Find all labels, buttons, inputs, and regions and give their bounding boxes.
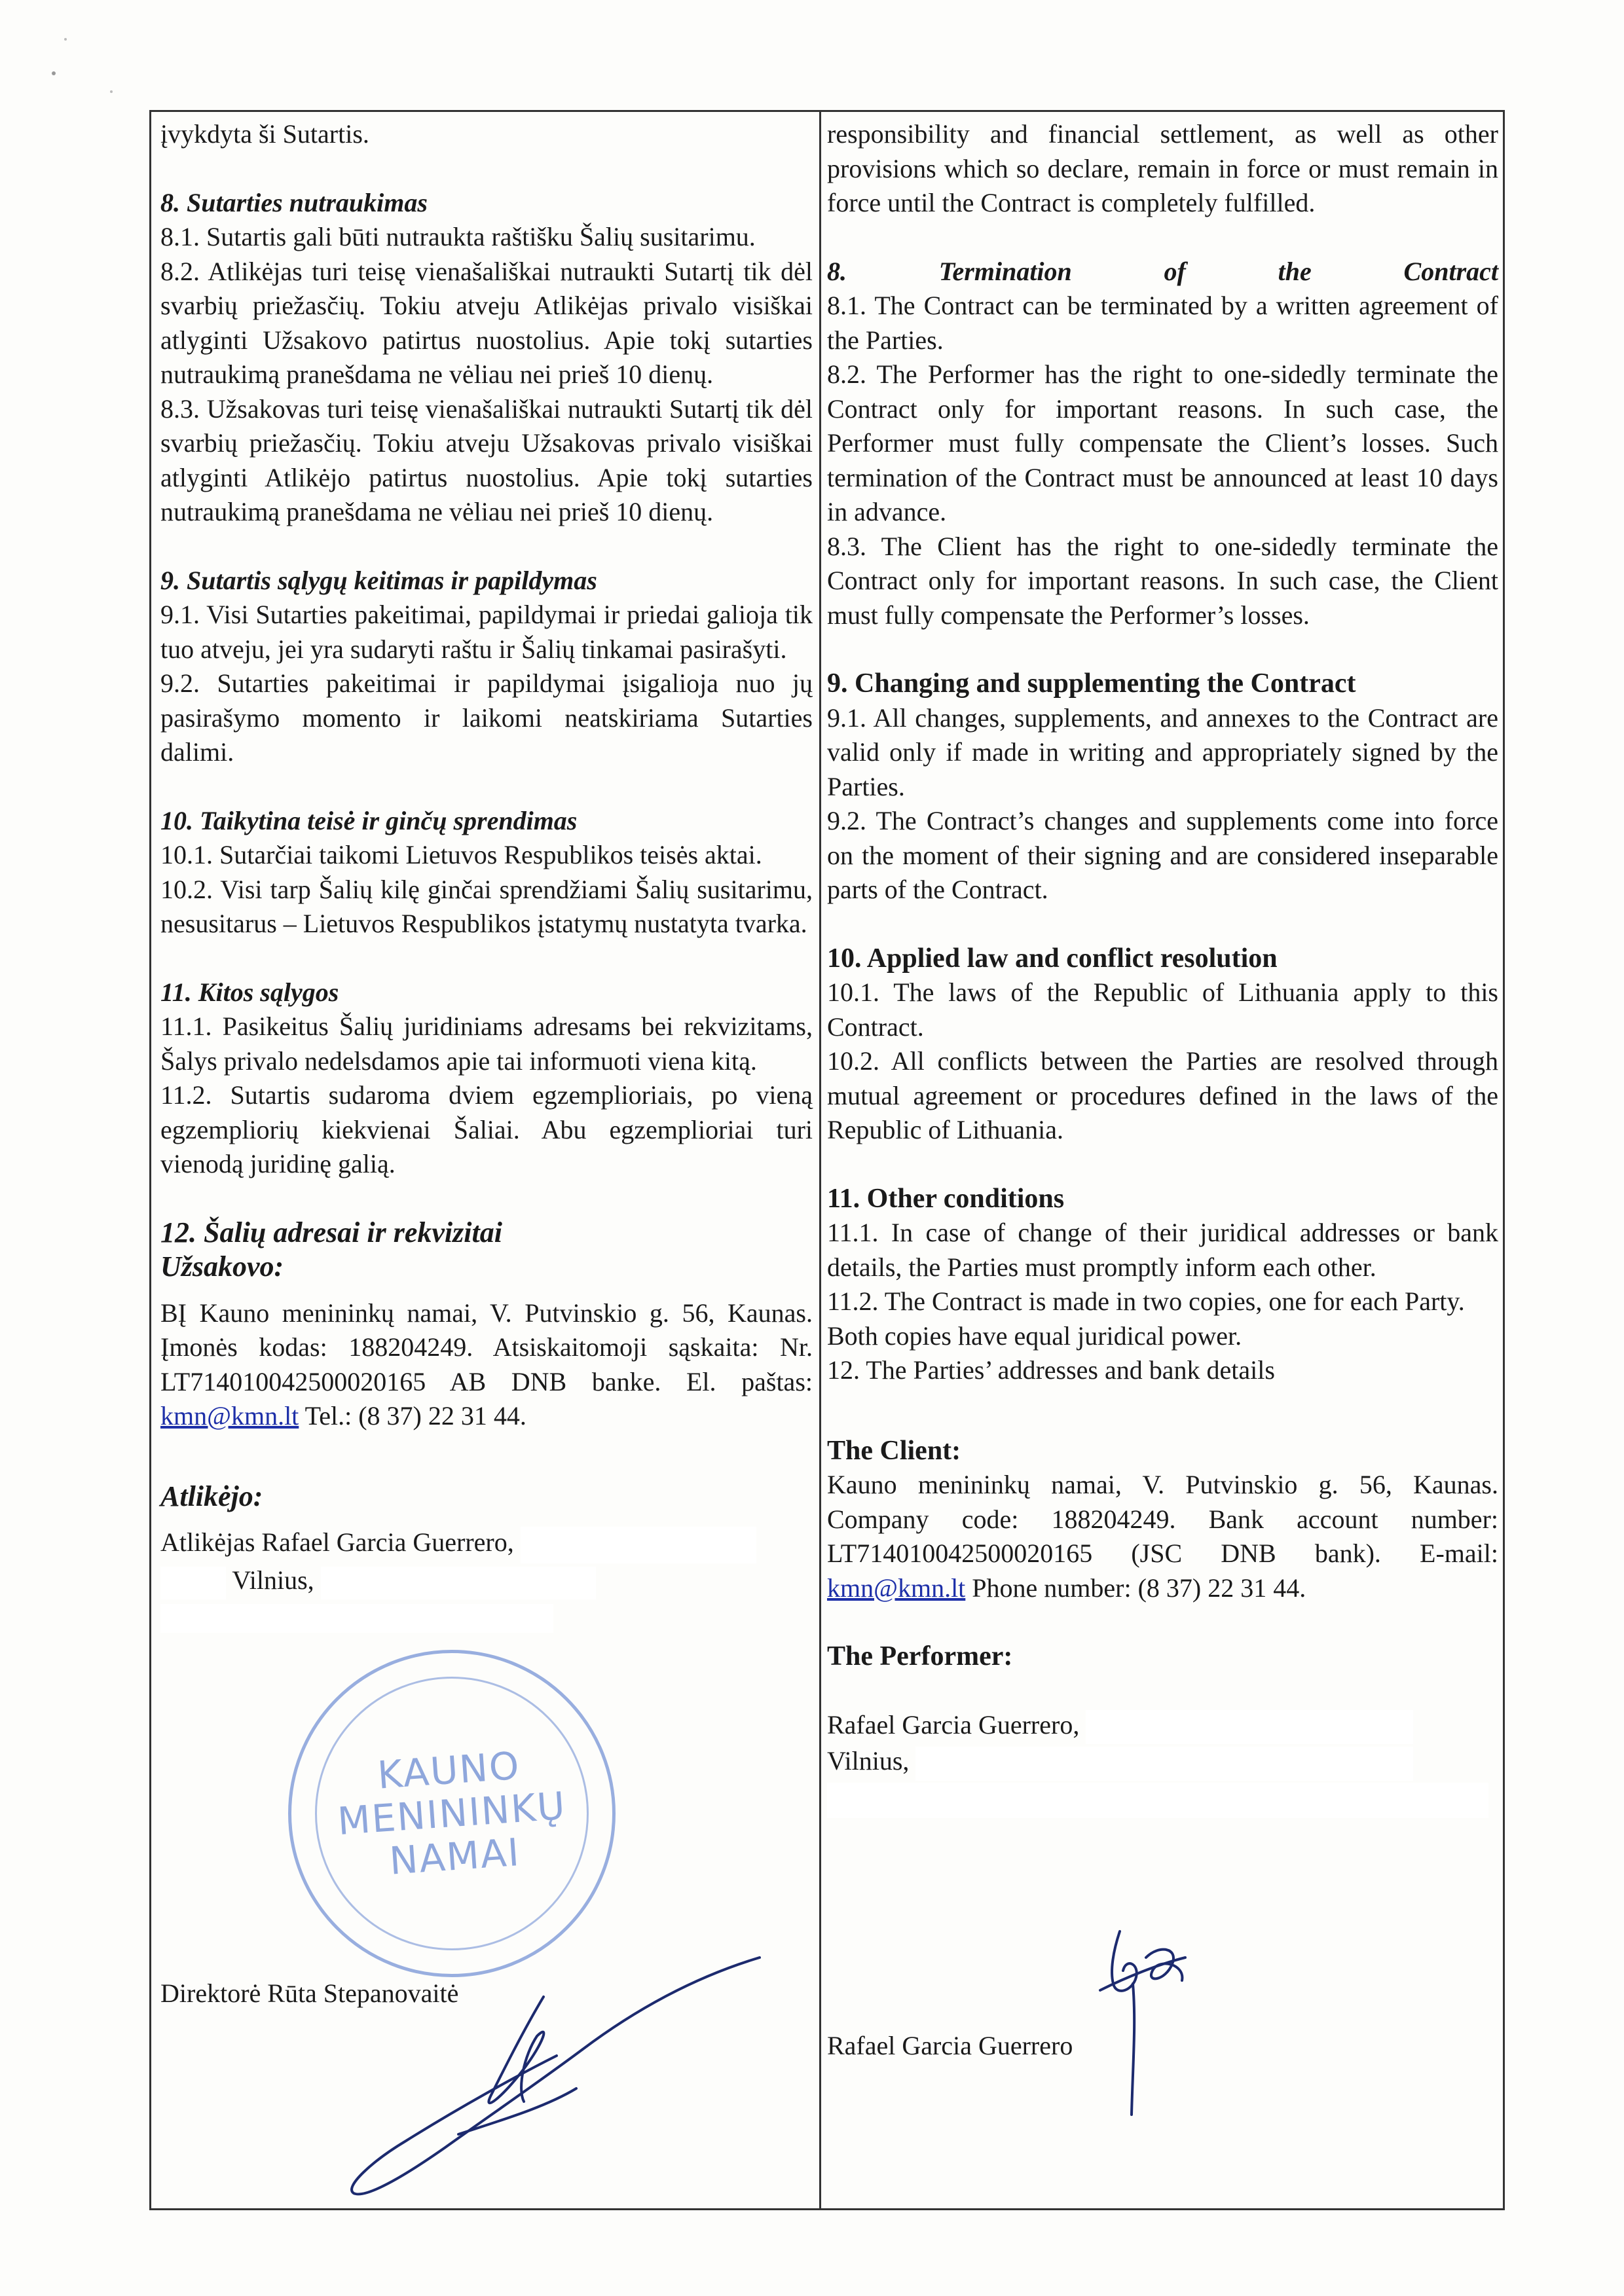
performer-signature [1074, 1918, 1218, 2128]
performer-line-3 [827, 1781, 1498, 1818]
performer-line-2 [160, 1563, 813, 1599]
clause-9-2: 9.2. The Contract’s changes and supplements come into force on the moment of their signing and are considered inseparable parts of the Contract. [827, 806, 1498, 904]
english-column [822, 112, 1505, 2208]
redaction-box [321, 1567, 596, 1599]
performer-label: The Performer: [827, 1641, 1013, 1671]
client-label: Užsakovo: [160, 1250, 284, 1283]
director-signature [327, 1938, 786, 2213]
performer-name: Atlikėjas Rafael Garcia Guerrero, [160, 1527, 514, 1557]
clause-11-1: 11.1. Pasikeitus Šalių juridiniams adresams bei rekvizitams, Šalys privalo nedelsdamos apie tai informuoti viena kitą. [160, 1011, 813, 1076]
performer-line-1 [827, 1708, 1498, 1745]
section-8-title: 8. Sutarties nutraukimas [160, 187, 428, 217]
redaction-box [160, 1567, 226, 1599]
section-9-title: 9. Changing and supplementing the Contract [827, 668, 1356, 699]
clause-10-2: 10.2. Visi tarp Šalių kilę ginčai sprendžiami Šalių susitarimu, nesusitarus – Lietuvos Respublikos įstatymų nustatyta tvarka. [160, 874, 813, 938]
section-8-title: 8. Termination of the Contract [827, 256, 1498, 286]
redaction-box [160, 1604, 553, 1633]
client-phone: Tel.: (8 37) 22 31 44. [304, 1401, 526, 1430]
performer-line-1 [160, 1525, 813, 1563]
client-details-text: BĮ Kauno menininkų namai, V. Putvinskio g. 56, Kaunas. Įmonės kodas: 188204249. Atsiskaitomoji sąskaita: Nr. LT714010042500020165 AB DNB banke. El. paštas: [160, 1298, 813, 1396]
redaction-box [915, 1747, 1413, 1781]
client-email-link[interactable]: kmn@kmn.lt [827, 1573, 966, 1603]
client-details [160, 1296, 813, 1434]
client-details-text: Kauno menininkų namai, V. Putvinskio g. 56, Kaunas. Company code: 188204249. Bank account number: LT714010042500020165 (JSC DNB bank). E-mail: [827, 1470, 1498, 1568]
section-12-title: 12. Šalių adresai ir rekvizitai [160, 1216, 502, 1248]
intro-text: įvykdyta ši Sutartis. [160, 119, 369, 149]
client-phone: Phone number: (8 37) 22 31 44. [972, 1573, 1306, 1603]
section-10-title: 10. Taikytina teisė ir ginčų sprendimas [160, 805, 578, 835]
scan-speck-marks [39, 26, 131, 124]
performer-city: Vilnius, [827, 1746, 910, 1776]
performer-label: Atlikėjo: [160, 1480, 263, 1512]
section-9-title: 9. Sutartis sąlygų keitimas ir papildymas [160, 565, 597, 595]
clause-8-1: 8.1. Sutartis gali būti nutraukta raštišku Šalių susitarimu. [160, 222, 756, 251]
clause-10-1: 10.1. The laws of the Republic of Lithuania apply to this Contract. [827, 977, 1498, 1042]
director-signature-line: Direktorė Rūta Stepanovaitė [160, 1978, 459, 2008]
clause-8-1: 8.1. The Contract can be terminated by a written agreement of the Parties. [827, 291, 1498, 355]
section-11-title: 11. Other conditions [827, 1183, 1065, 1214]
performer-name: Rafael Garcia Guerrero, [827, 1709, 1080, 1740]
clause-11-2: 11.2. Sutartis sudaroma dviem egzemplioriais, po vieną egzempliorių kiekvienai Šaliai. Abu egzemplioriai turi vienodą juridinę galią. [160, 1080, 813, 1178]
performer-signatory-name: Rafael Garcia Guerrero [827, 2031, 1073, 2060]
clause-9-1: 9.1. Visi Sutarties pakeitimai, papildymai ir priedai galioja tik tuo atveju, jei yra sudaryti raštu ir Šalių tinkamai pasirašyti. [160, 600, 813, 664]
section-12-title: 12. The Parties’ addresses and bank details [827, 1355, 1275, 1385]
performer-line-2 [827, 1744, 1498, 1781]
organization-stamp [288, 1650, 616, 1977]
client-email-link[interactable]: kmn@kmn.lt [160, 1401, 299, 1430]
clause-8-2: 8.2. The Performer has the right to one-sidedly terminate the Contract only for important reasons. In such case, the Performer must fully compensate the Client’s losses. Such termination of the Contract must be announced at least 10 days in advance. [827, 359, 1498, 526]
client-details [827, 1468, 1498, 1605]
clause-8-2: 8.2. Atlikėjas turi teisę vienašališkai nutraukti Sutartį tik dėl svarbių priežasčių. Tokiu atveju Atlikėjas privalo visiškai atlyginti Užsakovo patirtus nuostolius. Apie tokį sutarties nutraukimą pranešdama ne vėliau nei prieš 10 dienų. [160, 256, 813, 389]
client-label: The Client: [827, 1435, 961, 1466]
clause-11-2: 11.2. The Contract is made in two copies, one for each Party. Both copies have equal juridical power. [827, 1286, 1465, 1351]
clause-9-2: 9.2. Sutarties pakeitimai ir papildymai įsigalioja nuo jų pasirašymo momento ir laikomi neatskiriama Sutarties dalimi. [160, 668, 813, 767]
stamp-text: KAUNO MENININKŲ NAMAI [336, 1743, 568, 1884]
clause-10-2: 10.2. All conflicts between the Parties are resolved through mutual agreement or procedures defined in the laws of the Republic of Lithuania. [827, 1046, 1498, 1144]
intro-text: responsibility and financial settlement, as well as other provisions which so declare, remain in force or must remain in force until the Contract is completely fulfilled. [827, 119, 1498, 217]
redaction-box [1086, 1710, 1413, 1744]
redaction-box [521, 1527, 756, 1563]
performer-city: Vilnius, [232, 1565, 314, 1595]
performer-line-3 [160, 1599, 813, 1634]
redaction-box [827, 1783, 1488, 1818]
clause-10-1: 10.1. Sutarčiai taikomi Lietuvos Respublikos teisės aktai. [160, 840, 762, 869]
clause-11-1: 11.1. In case of change of their juridical addresses or bank details, the Parties must promptly inform each other. [827, 1218, 1498, 1282]
section-11-title: 11. Kitos sąlygos [160, 977, 339, 1007]
section-10-title: 10. Applied law and conflict resolution [827, 943, 1278, 974]
clause-8-3: 8.3. Užsakovas turi teisę vienašališkai nutraukti Sutartį tik dėl svarbių priežasčių. Tokiu atveju Užsakovas privalo visiškai atlyginti Atlikėjo patirtus nuostolius. Apie tokį sutarties nutraukimą pranešdama ne vėliau nei prieš 10 dienų. [160, 393, 813, 526]
clause-8-3: 8.3. The Client has the right to one-sidedly terminate the Contract only for important reasons. In such case, the Client must fully compensate the Performer’s losses. [827, 531, 1498, 630]
clause-9-1: 9.1. All changes, supplements, and annexes to the Contract are valid only if made in writing and appropriately signed by the Parties. [827, 702, 1498, 801]
